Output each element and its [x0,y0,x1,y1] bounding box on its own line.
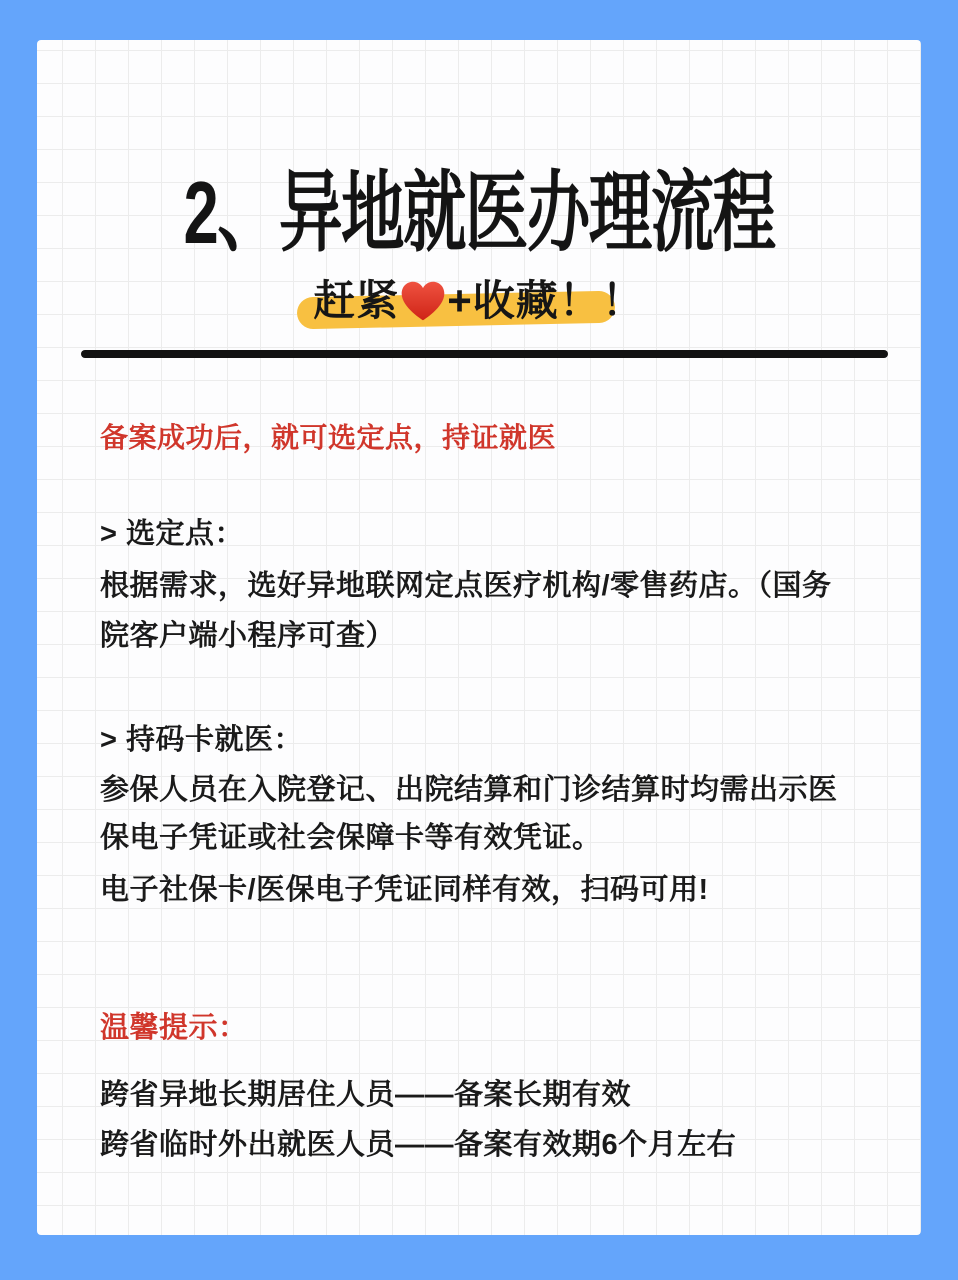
intro-heading: 备案成功后，就可选定点，持证就医 [100,422,557,453]
section1-line: 根据需求，选好异地联网定点医疗机构/零售药店。（国务 [100,570,832,602]
heart-icon [401,281,445,321]
section2-line: 保电子凭证或社会保障卡等有效凭证。 [100,822,602,854]
tips-heading: 温馨提示： [100,1012,248,1044]
divider-line [81,350,888,358]
section2-line: 参保人员在入院登记、出院结算和门诊结算时均需出示医 [100,774,838,806]
section2-heading: > 持码卡就医： [100,724,303,756]
subtitle-suffix: +收藏！！ [447,277,645,324]
subtitle-prefix: 赶紧 [313,277,400,324]
tips-line: 跨省异地长期居住人员——备案长期有效 [100,1079,632,1111]
section1-line: 院客户端小程序可查） [100,620,396,652]
note-card [37,40,921,1235]
section1-heading: > 选定点： [100,518,244,550]
tips-line: 跨省临时外出就医人员——备案有效期6个月左右 [100,1129,737,1161]
page-title: 2、异地就医办理流程 [183,163,775,262]
subtitle-row [37,278,921,324]
section2-line: 电子社保卡/医保电子凭证同样有效，扫码可用! [100,874,709,906]
subtitle [313,278,645,324]
